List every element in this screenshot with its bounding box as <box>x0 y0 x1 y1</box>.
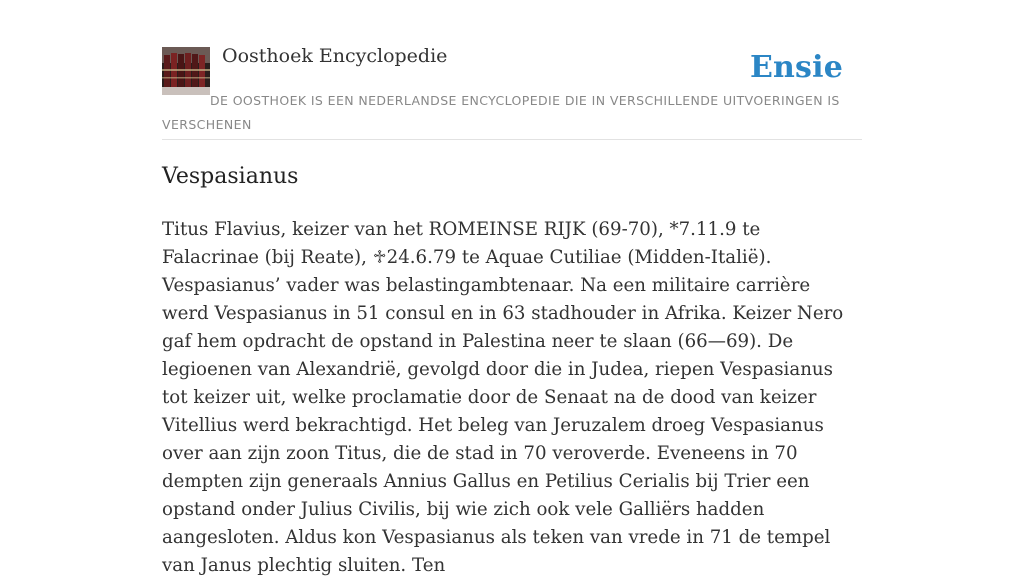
article-body: Titus Flavius, keizer van het ROMEINSE RIJK (69-70), *7.11.9 te Falacrinae (bij Reate), ♱24.6.79 te Aquae Cutiliae (Midden-Italië). Vespasianus’ vader was belastingambtenaar. Na een militaire carrière werd Vespasianus in 51 consul en in 63 stadhouder in Afrika. Keizer Nero gaf hem opdracht de opstand in Palestina neer te slaan (66—69). De legioenen van Alexandrië, gevolgd door die in Judea, riepen Vespasianus tot keizer uit, welke proclamatie door de Senaat na de dood van keizer Vitellius werd bekrachtigd. Het beleg van Jeruzalem droeg Vespasianus over aan zijn zoon Titus, die de stad in 70 veroverde. Eveneens in 70 dempten zijn generaals Annius Gallus en Petilius Cerialis bij Trier een opstand onder Julius Civilis, bij wie zich ook vele Galliërs hadden aangesloten. Aldus kon Vespasianus als teken van vrede in 71 de tempel van Janus plechtig sluiten. Ten <box>162 219 844 576</box>
site-tagline: DE OOSTHOEK IS EEN NEDERLANDSE ENCYCLOPEDIE DIE IN VERSCHILLENDE UITVOERINGEN IS VERSCHENEN <box>162 93 840 132</box>
ensie-logo-link[interactable]: Ensie <box>749 50 843 85</box>
avatar-image <box>162 47 210 95</box>
page-container <box>162 0 862 576</box>
article-title: Vespasianus <box>162 164 299 189</box>
site-name[interactable]: Oosthoek Encyclopedie <box>222 45 448 67</box>
site-header <box>162 0 862 140</box>
encyclopedia-books-icon[interactable] <box>162 47 210 95</box>
